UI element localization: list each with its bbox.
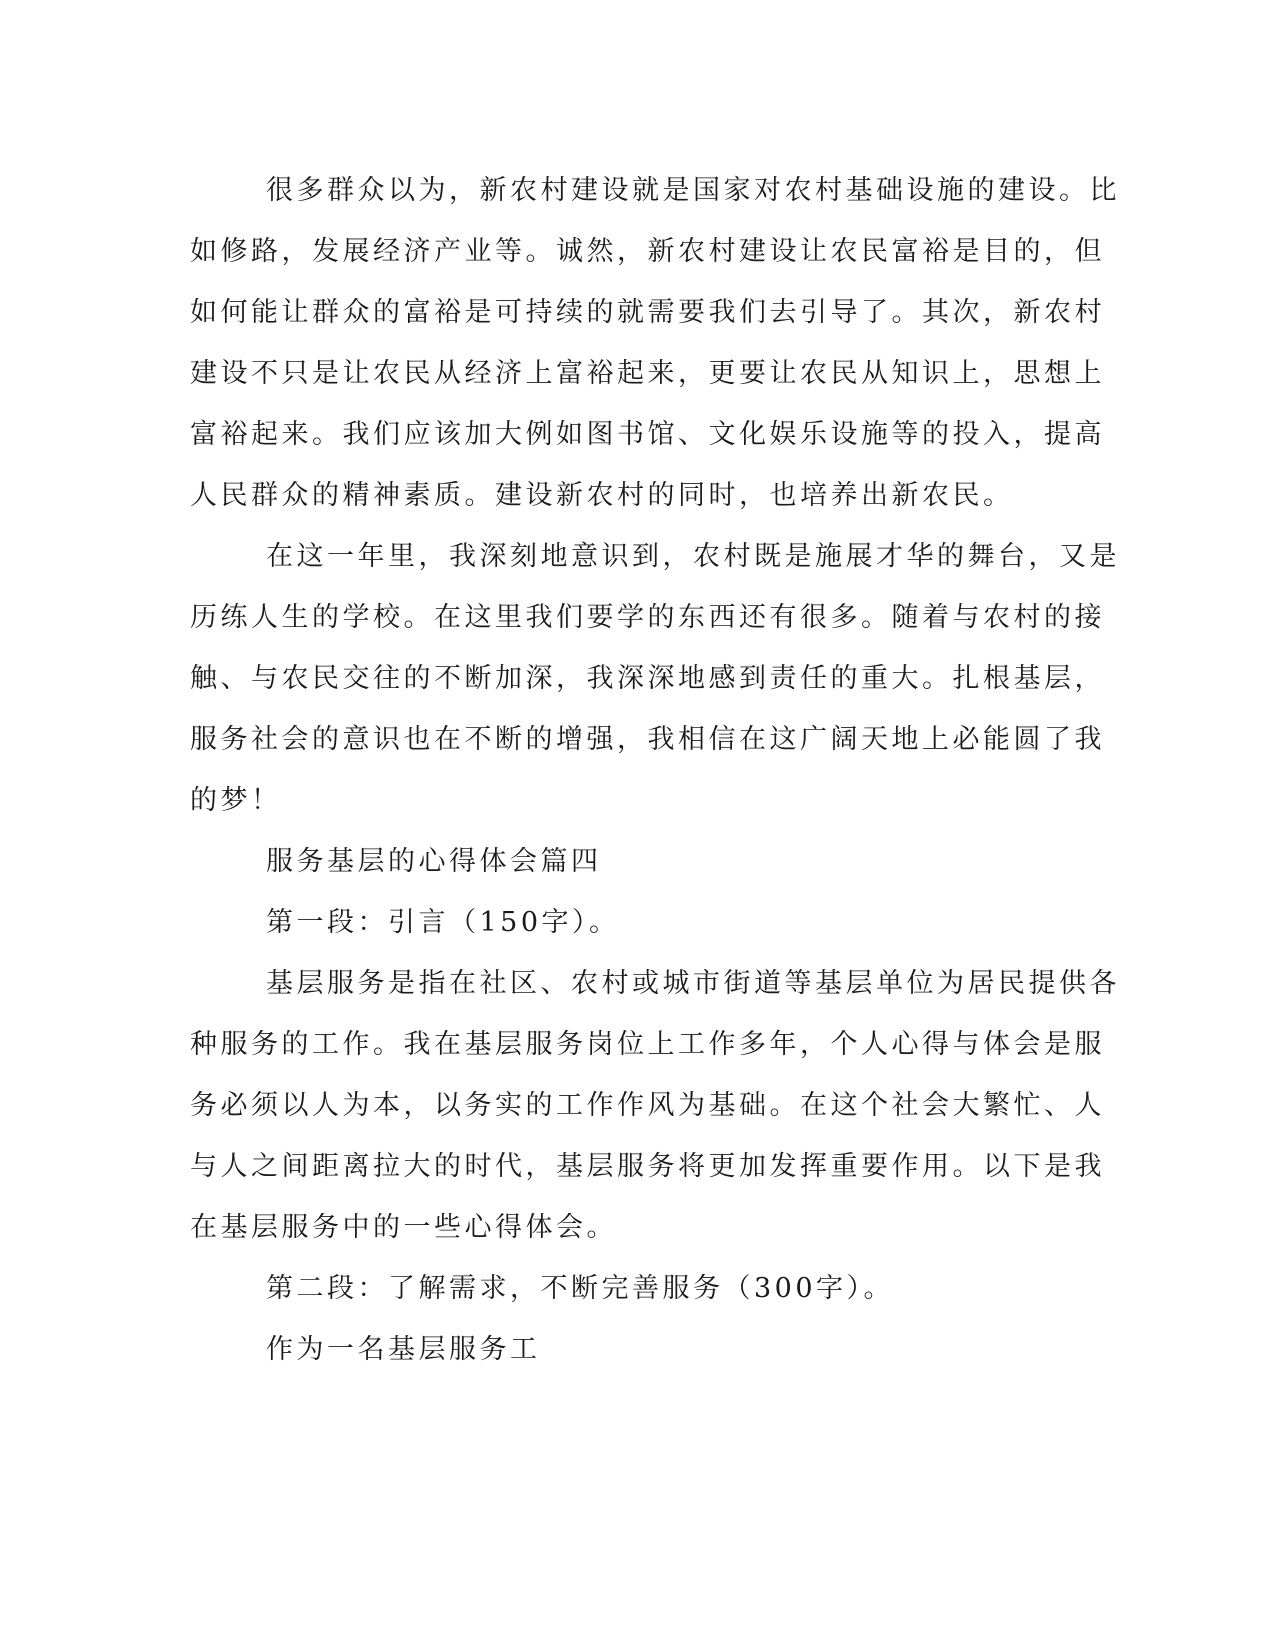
document-body: [190, 160, 1120, 1380]
text-line: 如何能让群众的富裕是可持续的就需要我们去引导了。其次，新农村: [190, 297, 1105, 328]
text-line: 的梦！: [190, 785, 282, 816]
text-line: 务必须以人为本，以务实的工作作风为基础。在这个社会大繁忙、人: [190, 1090, 1105, 1121]
text-line: 种服务的工作。我在基层服务岗位上工作多年，个人心得与体会是服: [190, 1029, 1105, 1060]
text-line: 触、与农民交往的不断加深，我深深地感到责任的重大。扎根基层，: [190, 663, 1105, 694]
text-line: 与人之间距离拉大的时代，基层服务将更加发挥重要作用。以下是我: [190, 1151, 1105, 1182]
text-line: 建设不只是让农民从经济上富裕起来，更要让农民从知识上，思想上: [190, 358, 1105, 389]
text-line: 第二段：了解需求，不断完善服务（300字）。: [266, 1273, 895, 1304]
text-line: 富裕起来。我们应该加大例如图书馆、文化娱乐设施等的投入，提高: [190, 419, 1105, 450]
text-line: 第一段：引言（150字）。: [266, 907, 620, 938]
text-line: 如修路，发展经济产业等。诚然，新农村建设让农民富裕是目的，但: [190, 236, 1105, 267]
text-line: 很多群众以为，新农村建设就是国家对农村基础设施的建设。比: [266, 175, 1120, 206]
text-line: 基层服务是指在社区、农村或城市街道等基层单位为居民提供各: [266, 968, 1120, 999]
text-line: 服务基层的心得体会篇四: [266, 846, 602, 877]
text-line: 作为一名基层服务工: [266, 1334, 541, 1365]
text-line: 服务社会的意识也在不断的增强，我相信在这广阔天地上必能圆了我: [190, 724, 1105, 755]
text-line: 在基层服务中的一些心得体会。: [190, 1212, 617, 1243]
text-line: 在这一年里，我深刻地意识到，农村既是施展才华的舞台，又是: [266, 541, 1120, 572]
text-line: 历练人生的学校。在这里我们要学的东西还有很多。随着与农村的接: [190, 602, 1105, 633]
text-line: 人民群众的精神素质。建设新农村的同时，也培养出新农民。: [190, 480, 1014, 511]
